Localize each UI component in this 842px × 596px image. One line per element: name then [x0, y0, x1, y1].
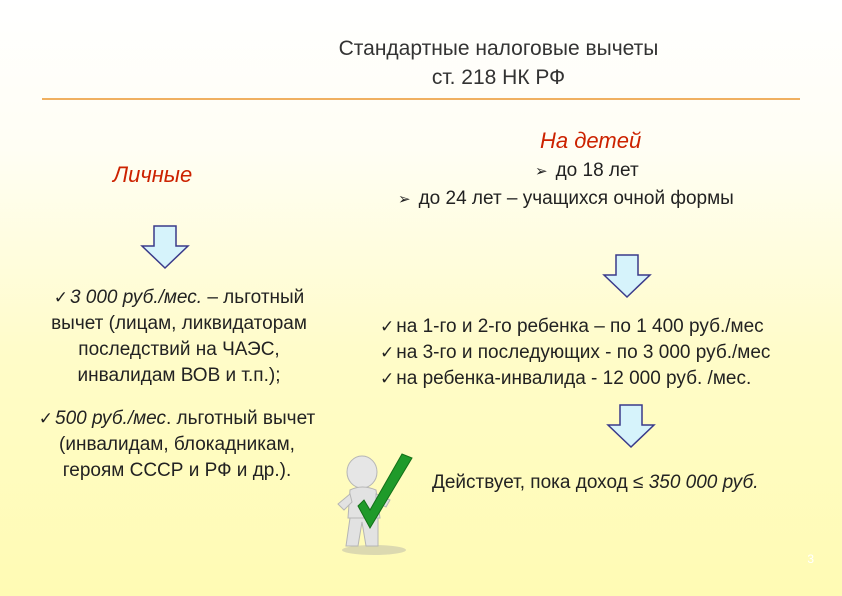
- age-item-2-text: до 24 лет – учащихся очной формы: [418, 188, 734, 209]
- age-item-1-text: до 18 лет: [555, 160, 639, 181]
- personal-item-1-text: – льготный: [202, 287, 305, 308]
- page-number: 3: [807, 552, 814, 566]
- income-limit-value: 350 000 руб.: [648, 472, 759, 493]
- deduction-item: ✓ на 3-го и последующих - по 3 000 руб./мес: [380, 342, 771, 363]
- checkmark-icon: ✓: [380, 369, 395, 389]
- children-deductions-list: [380, 314, 840, 392]
- arrowhead-bullet-icon: ➢: [535, 162, 548, 180]
- arrowhead-bullet-icon: ➢: [398, 190, 411, 208]
- deduction-item: ✓ на 1-го и 2-го ребенка – по 1 400 руб./мес: [380, 316, 764, 337]
- personal-item-2: [4, 406, 350, 484]
- personal-item-1-amount: 3 000 руб./мес.: [69, 287, 203, 308]
- personal-item-2-line-3: героям СССР и РФ и др.).: [62, 460, 292, 481]
- children-heading: На детей: [540, 128, 642, 153]
- personal-item-1-line-4: инвалидам ВОВ и т.п.);: [77, 365, 281, 386]
- title-line-1: Стандартные налоговые вычеты: [338, 37, 659, 60]
- personal-heading: Личные: [113, 162, 193, 187]
- down-arrow-icon: [606, 403, 656, 449]
- personal-item-1: [20, 285, 338, 389]
- income-limit-note: [432, 470, 758, 496]
- person-with-checkmark-icon: [330, 440, 438, 558]
- age-item-1: [535, 158, 639, 184]
- slide-title: [0, 34, 842, 92]
- down-arrow-icon: [140, 224, 190, 270]
- personal-item-2-amount: 500 руб./мес: [55, 408, 166, 429]
- deduction-item: ✓ на ребенка-инвалида - 12 000 руб. /мес.: [380, 368, 752, 389]
- title-line-2: ст. 218 НК РФ: [431, 66, 566, 89]
- income-limit-text: Действует, пока доход ≤: [432, 472, 649, 493]
- personal-item-2-text: . льготный вычет: [165, 408, 316, 429]
- checkmark-icon: ✓: [53, 288, 68, 308]
- age-item-2: [398, 186, 734, 212]
- checkmark-icon: ✓: [380, 343, 395, 363]
- down-arrow-icon: [602, 253, 652, 299]
- personal-item-1-line-2: вычет (лицам, ликвидаторам: [51, 313, 307, 334]
- checkmark-icon: ✓: [38, 409, 54, 429]
- personal-item-1-line-3: последствий на ЧАЭС,: [78, 339, 280, 360]
- checkmark-icon: ✓: [380, 317, 395, 337]
- title-divider: [42, 98, 800, 100]
- personal-item-2-line-2: (инвалидам, блокадникам,: [59, 434, 295, 455]
